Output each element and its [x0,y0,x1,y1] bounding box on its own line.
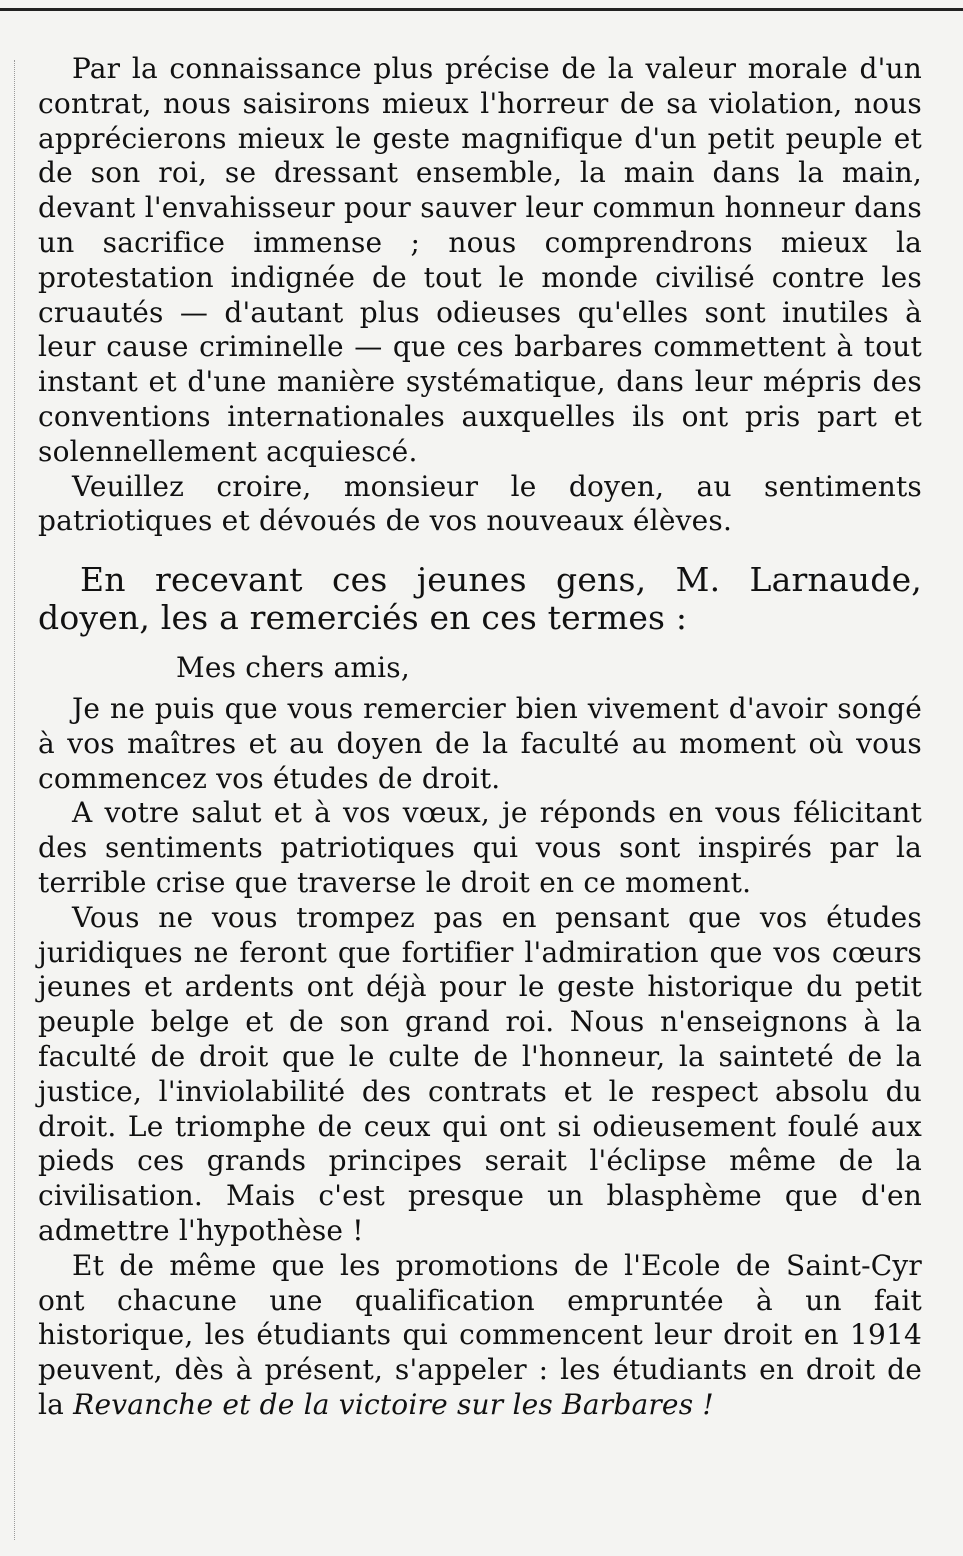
paragraph-congratulations: A votre salut et à vos vœux, je réponds en vous félicitant des sentiments patriotiques qui vous sont inspirés par la terrible crise que traverse le droit en ce moment. [38,796,922,899]
column-rule [14,60,16,1540]
top-rule [0,8,963,11]
paragraph-legal-studies: Vous ne vous trompez pas en pensant que vos études juridiques ne feront que fortifier l'admiration que vos cœurs jeunes et ardents ont déjà pour le geste historique du petit peuple belge et de son grand roi. Nous n'enseignons à la faculté de droit que le culte de l'honneur, la sainteté de la justice, l'inviolabilité des contrats et le respect absolu du droit. Le triomphe de ceux qui ont si odieusement foulé aux pieds ces grands principes serait l'éclipse même de la civilisation. Mais c'est presque un blasphème que d'en admettre l'hypothèse ! [38,900,922,1247]
revanche-phrase: Revanche et de la victoire sur les Barbares ! [73,1387,714,1421]
paragraph-thanks: Je ne puis que vous remercier bien vivement d'avoir songé à vos maîtres et au doyen de la faculté au moment où vous commencez vos études de droit. [38,691,922,795]
paragraph-saint-cyr [38,1249,922,1423]
salutation: Mes chers amis, [176,651,410,685]
paragraph-saint-cyr-text: Et de même que les promotions de l'Ecole de Saint-Cyr ont chacune une qualification empruntée à un fait historique, les étudiants qui commencent leur droit en 1914 peuvent, dès à présent, s'appeler : les étudiants en droit de la [38,1248,922,1421]
paragraph-contract-violation: Par la connaissance plus précise de la valeur morale d'un contrat, nous saisirons mieux l'horreur de sa violation, nous apprécierons mieux le geste magnifique d'un petit peuple et de son roi, se dressant ensemble, la main dans la main, devant l'envahisseur pour sauver leur commun honneur dans un sacrifice immense ; nous comprendrons mieux la protestation indignée de tout le monde civilisé contre les cruautés — d'autant plus odieuses qu'elles sont inutiles à leur cause criminelle — que ces barbares commettent à tout instant et d'une manière systématique, dans leur mépris des conventions internationales auxquelles ils ont pris part et solennellement acquiescé. [38,52,922,468]
dean-response-lead: En recevant ces jeunes gens, M. Larnaude, doyen, les a remerciés en ces termes : [38,560,922,638]
paragraph-closing-greetings: Veuillez croire, monsieur le doyen, au sentiments patriotiques et dévoués de vos nouveaux élèves. [38,469,922,538]
article-body [38,52,922,1423]
